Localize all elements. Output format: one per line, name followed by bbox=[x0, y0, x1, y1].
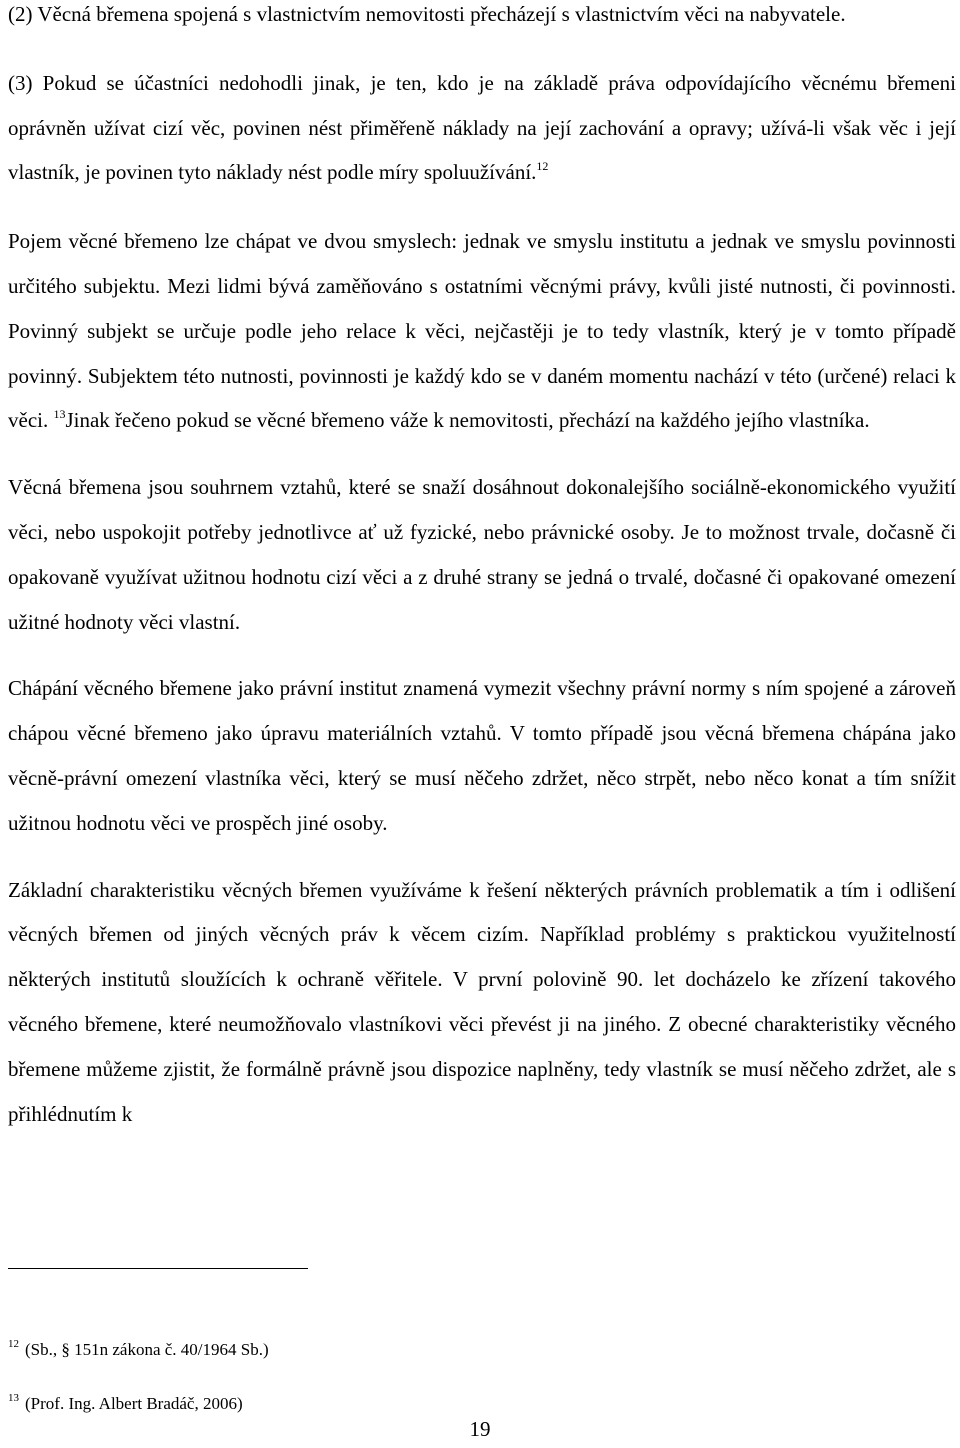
paragraph-definition bbox=[8, 465, 956, 644]
paragraph-text: Základní charakteristiku věcných břemen využíváme k řešení některých právních problematik a tím i odlišení věcných břemen od jiných věcných práv k věcem cizím. Například problémy s praktickou využitelností některých institutů sloužících k ochraně věřitele. V první polovině 90. let docházelo ke zřízení takového věcného břemene, které neumožňovalo vlastníkovi věci převést ji na jiného. Z obecné charakteristiky věcného břemene můžeme zjistit, že formálně právně jsou dispozice naplněny, tedy vlastník se musí něčeho zdržet, ale s přihlédnutím k bbox=[8, 877, 956, 1126]
paragraph-text-continued: Jinak řečeno pokud se věcné břemeno váže k nemovitosti, přechází na každého jejího vlastníka. bbox=[65, 408, 870, 433]
footnote-ref-13[interactable]: 13 bbox=[53, 407, 66, 422]
footnote-text: (Sb., § 151n zákona č. 40/1964 Sb.) bbox=[25, 1340, 269, 1359]
page-number: 19 bbox=[469, 1417, 491, 1441]
paragraph-text: (3) Pokud se účastníci nedohodli jinak, je ten, kdo je na základě práva odpovídajícího věcnému břemeni oprávněn užívat cizí věc, povinen nést přiměřeně náklady na její zachování a opravy; užívá-li však věc i její vlastník, je povinen tyto náklady nést podle míry spoluužívání. bbox=[8, 70, 956, 185]
paragraph-text: (2) Věcná břemena spojená s vlastnictvím nemovitosti přecházejí s vlastnictvím věci na nabyvatele. bbox=[8, 2, 846, 26]
footnote-separator bbox=[8, 1268, 308, 1269]
footnote-text: (Prof. Ing. Albert Bradáč, 2006) bbox=[25, 1394, 243, 1413]
footnote-number: 13 bbox=[8, 1392, 19, 1404]
paragraph-characteristics bbox=[8, 868, 956, 1137]
footnote-number: 12 bbox=[8, 1338, 19, 1350]
paragraph-legal-institute bbox=[8, 666, 956, 845]
paragraph-text: Pojem věcné břemeno lze chápat ve dvou smyslech: jednak ve smyslu institutu a jednak ve smyslu povinnosti určitého subjektu. Mezi lidmi bývá zaměňováno s ostatními věcnými právy, kvůli jisté nutnosti, či povinnosti. Povinný subjekt se určuje podle jeho relace k věci, nejčastěji je to tedy vlastník, který je v tomto případě povinný. Subjektem této nutnosti, povinnosti je každý kdo se v daném momentu nachází v této (určené) relaci k věci. bbox=[8, 229, 956, 433]
paragraph-section-2 bbox=[8, 0, 956, 37]
footnote-13 bbox=[8, 1394, 243, 1414]
footnote-ref-12[interactable]: 12 bbox=[536, 159, 549, 174]
paragraph-text: Věcná břemena jsou souhrnem vztahů, které se snaží dosáhnout dokonalejšího sociálně-ekonomického využití věci, nebo uspokojit potřeby jednotlivce ať už fyzické, nebo právnické osoby. Je to možnost trvale, dočasně či opakovaně využívat užitnou hodnotu cizí věci a z druhé strany se jedná o trvalé, dočasné či opakované omezení užitné hodnoty věci vlastní. bbox=[8, 475, 956, 634]
paragraph-concept bbox=[8, 219, 956, 443]
paragraph-text: Chápání věcného břemene jako právní institut znamená vymezit všechny právní normy s ním spojené a zároveň chápou věcné břemeno jako úpravu materiálních vztahů. V tomto případě jsou věcná břemena chápána jako věcně-právní omezení vlastníka věci, který se musí něčeho zdržet, něco strpět, nebo něco konat a tím snížit užitnou hodnotu věci ve prospěch jiné osoby. bbox=[8, 676, 956, 835]
paragraph-section-3 bbox=[8, 61, 956, 195]
footnote-12 bbox=[8, 1340, 269, 1360]
